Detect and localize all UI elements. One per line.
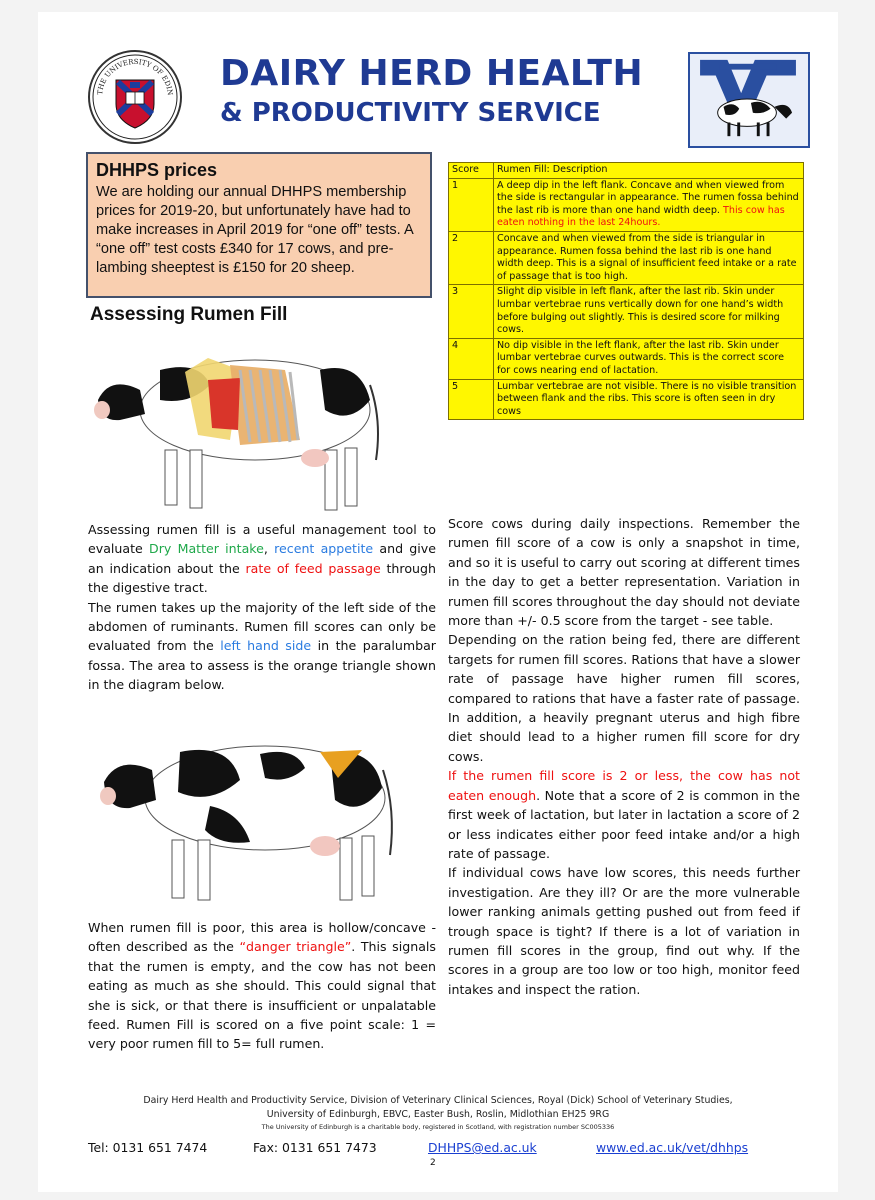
page-title <box>220 54 643 130</box>
score-cell: 4 <box>449 338 494 379</box>
cow-danger-triangle-illustration <box>90 720 410 910</box>
table-row <box>449 379 804 420</box>
prices-body: We are holding our annual DHHPS membership prices for 2019-20, but unfortunately have had to make increases in April 2019 for “one off” tests. A “one off” test costs £340 for 17 cows, and pre-lambing sheeptest is £150 for 20 sheep. <box>96 184 413 276</box>
paragraph-daily-inspections: Score cows during daily inspections. Remember the rumen fill score of a cow is only a snapshot in time, and so it is useful to carry out scoring at different times in the day to get a better representation. Variation in rumen fill scores throughout the day should not deviate more than +/- 0.5 score from the target - see table. <box>448 516 800 629</box>
footer-email-link[interactable]: DHHPS@ed.ac.uk <box>428 1140 537 1155</box>
footer-line-2: University of Edinburgh, EBVC, Easter Bush, Roslin, Midlothian EH25 9RG <box>266 1109 610 1120</box>
intro-text-part: and give an indication about the <box>88 541 436 576</box>
document-page <box>38 12 838 1192</box>
description-cell: No dip visible in the left flank, after the last rib. Skin under lumbar vertebrae curves outwards. This is the correct score for cows nearing end of lactation. <box>494 338 804 379</box>
intro-text-part: The rumen takes up the majority of the left side of the abdomen of ruminants. Rumen fill scores can only be evaluated from the <box>88 599 436 654</box>
svg-text:THE UNIVERSITY OF EDINBURGH: THE UNIVERSITY OF EDIN <box>96 57 175 96</box>
cow-anatomy-illustration <box>90 330 390 520</box>
table-row <box>449 231 804 284</box>
page-number: 2 <box>430 1158 436 1168</box>
prices-heading: DHHPS prices <box>96 160 218 180</box>
dry-matter-intake-highlight: Dry Matter intake <box>149 541 264 557</box>
table-header-score: Score <box>449 163 494 179</box>
table-row <box>449 285 804 338</box>
footer-fax: Fax: 0131 651 7473 <box>253 1140 377 1155</box>
intro-text-part: through the digestive tract. <box>88 560 436 596</box>
score-cell: 5 <box>449 379 494 420</box>
intro-text-part: , <box>263 541 275 557</box>
low-score-text: . Note that a score of 2 is common in the first week of lactation, but later in lactation a score of 2 or less indicates either poor feed intake and/or a high rate of passage. <box>448 787 800 861</box>
rate-of-feed-passage-highlight: rate of feed passage <box>245 560 381 576</box>
description-cell: Concave and when viewed from the side is triangular in appearance. Rumen fossa behind the last rib is one hand width deep. This is a signal of insufficient feed intake or a rate of passage that is too high. <box>494 231 804 284</box>
university-crest-logo <box>88 50 182 144</box>
table-header-row <box>449 163 804 179</box>
footer-line-1: Dairy Herd Health and Productivity Service, Division of Veterinary Clinical Sciences, Royal (Dick) School of Veterinary Studies, <box>143 1095 733 1106</box>
table-row <box>449 178 804 231</box>
danger-text-part: . This signals that the rumen is empty, and the cow has not been eating as much as she should. This could signal that she is sick, or that there is insufficient or unpalatable feed. Rumen Fill is scored on a five point scale: 1 = very poor rumen fill to 5= full rumen. <box>88 939 436 1052</box>
danger-text-part: When rumen fill is poor, this area is hollow/concave - often described as the <box>88 920 436 955</box>
table-header-description: Rumen Fill: Description <box>494 163 804 179</box>
rumen-fill-intro-text <box>88 520 436 695</box>
paragraph-investigation: If individual cows have low scores, this needs further investigation. Are they ill? Or are the more vulnerable lower ranking animals getting pushed out from feed if trough space is tight? If there is a lot of variation in rumen fill scores in the group, find out why. If the scores in a group are too low or too high, monitor feed intakes and inspect the ration. <box>448 865 800 997</box>
score-cell: 1 <box>449 178 494 231</box>
description-cell: Lumbar vertebrae are not visible. There is no visible transition between flank and the ribs. This score is often seen in dry cows <box>494 379 804 420</box>
dhhps-logo <box>688 52 810 148</box>
danger-triangle-text <box>88 918 436 1054</box>
scoring-guidance-text <box>448 514 800 999</box>
footer-address <box>78 1094 798 1132</box>
description-warning: This cow has eaten nothing in the last 24hours. <box>497 204 785 229</box>
paragraph-low-score <box>448 766 800 863</box>
description-cell <box>494 178 804 231</box>
description-text: A deep dip in the left flank. Concave and when viewed from the side is rectangular in appearance. The rumen fossa behind the last rib is more than one hand width deep. <box>497 179 799 216</box>
danger-triangle-highlight: “danger triangle” <box>239 939 352 955</box>
paragraph-ration-targets: Depending on the ration being fed, there are different targets for rumen fill scores. Rations that have a slower rate of passage have higher rumen fill scores, compared to rations that have a faster rate of passage. In addition, a heavily pregnant uterus and high fibre diet should lead to a higher rumen fill score for dry cows. <box>448 632 800 764</box>
title-line-2: & PRODUCTIVITY SERVICE <box>220 98 601 128</box>
prices-notice-box <box>86 152 432 298</box>
left-hand-side-highlight: left hand side <box>220 638 312 654</box>
footer-telephone: Tel: 0131 651 7474 <box>88 1140 208 1155</box>
table-row <box>449 338 804 379</box>
score-cell: 2 <box>449 231 494 284</box>
intro-text-part: Assessing rumen fill is a useful management tool to evaluate <box>88 522 436 557</box>
rumen-fill-score-table <box>448 162 804 420</box>
footer-charity-notice: The University of Edinburgh is a charitable body, registered in Scotland, with registration number SC005336 <box>261 1123 615 1131</box>
recent-appetite-highlight: recent appetite <box>274 541 374 557</box>
intro-text-part: in the paralumbar fossa. The area to assess is the orange triangle shown in the diagram below. <box>88 638 436 693</box>
footer-website-link[interactable]: www.ed.ac.uk/vet/dhhps <box>596 1140 749 1155</box>
section-heading: Assessing Rumen Fill <box>90 304 288 325</box>
description-cell: Slight dip visible in left flank, after the last rib. Skin under lumbar vertebrae runs vertically down for one hand’s width before bulging out slightly. This is desired score for milking cows. <box>494 285 804 338</box>
title-line-1: DAIRY HERD HEALTH <box>220 53 644 94</box>
low-score-warning: If the rumen fill score is 2 or less, the cow has not eaten enough <box>448 768 800 803</box>
score-cell: 3 <box>449 285 494 338</box>
